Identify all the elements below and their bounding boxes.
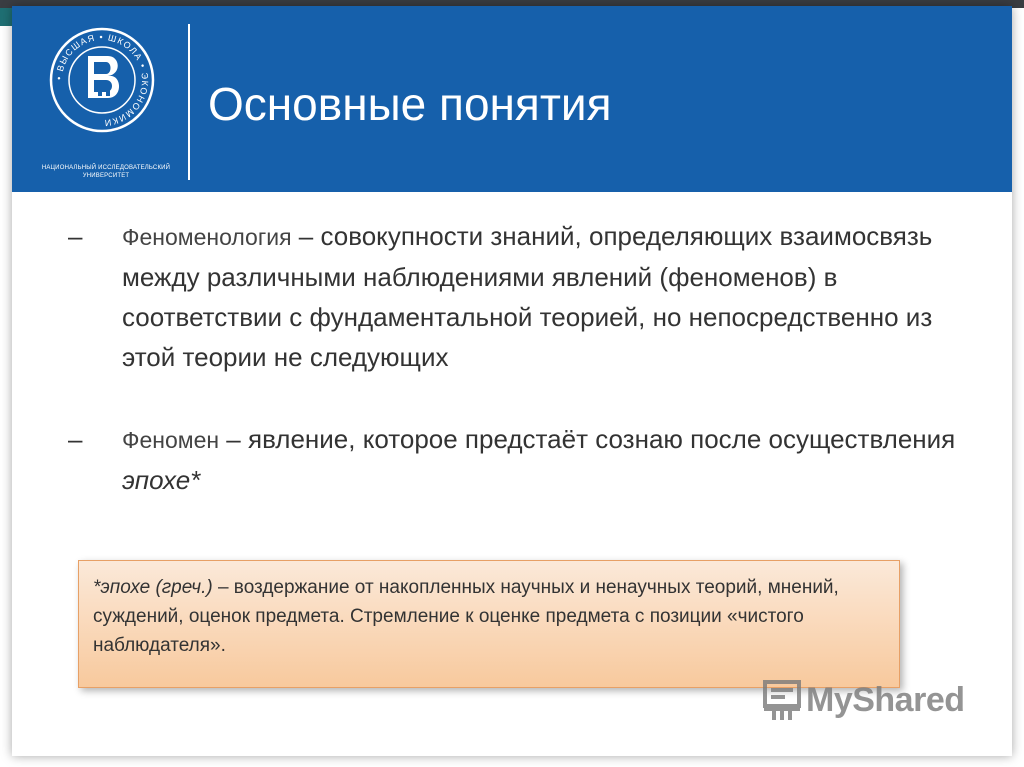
footnote-text: – воздержание от накопленных научных и ненаучных теорий, мнений, суждений, оценок предмета. Стремление к оценке предмета с позиции «чистого наблюдателя». — [93, 577, 839, 656]
watermark-text: MyShared — [806, 680, 965, 719]
logo-caption-line: УНИВЕРСИТЕТ — [82, 173, 130, 179]
slide-title: Основные понятия — [208, 78, 612, 130]
university-seal-icon — [48, 26, 156, 134]
definition-text: – явление, которое предстаёт сознаю после осуществления — [219, 424, 956, 454]
footnote-term: *эпохе (греч.) — [93, 577, 213, 598]
definition-phenomenology — [68, 216, 968, 377]
slide-header — [12, 6, 1012, 192]
footnote-box — [78, 560, 900, 688]
header-divider — [188, 24, 190, 180]
bullet-dash: – — [68, 221, 83, 251]
slide — [12, 6, 1012, 756]
seal-ring-text: • ВЫСШАЯ • ШКОЛА • ЭКОНОМИКИ — [53, 31, 151, 129]
presentation-board-icon — [762, 679, 802, 721]
corner-accent — [0, 8, 12, 26]
term-phenomenology: Феноменология — [122, 224, 292, 250]
myshared-watermark — [762, 676, 965, 724]
logo-caption — [26, 164, 186, 180]
definition-text: – совокупности знаний, определяющих взаимосвязь между различными наблюдениями явлений (феноменов) в соответствии с фундаментальной теорией, но непосредственно из этой теории не следующих — [122, 221, 933, 372]
term-epoche: эпохе* — [122, 465, 201, 495]
term-phenomenon: Феномен — [122, 427, 220, 453]
bullet-dash: – — [68, 424, 83, 454]
definition-list — [68, 216, 968, 500]
logo-caption-line: НАЦИОНАЛЬНЫЙ ИССЛЕДОВАТЕЛЬСКИЙ — [41, 165, 171, 171]
definition-phenomenon — [68, 419, 968, 500]
university-logo — [26, 26, 186, 186]
